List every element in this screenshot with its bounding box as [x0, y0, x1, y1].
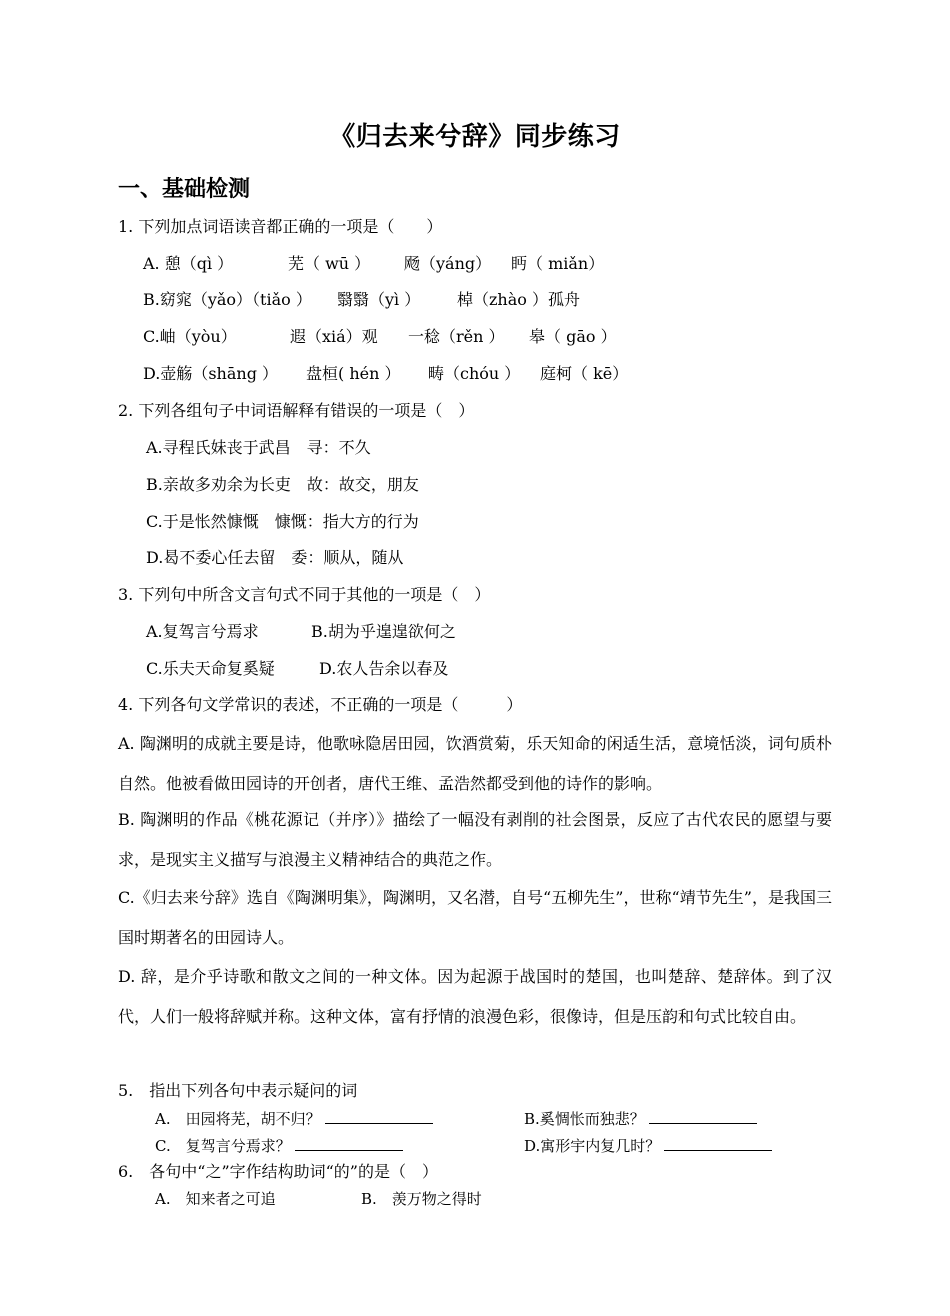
question-2-option-c: C.于是怅然慷慨 慷慨：指大方的行为 [146, 512, 419, 531]
option-d-item-2: 盘桓( hén ） [306, 364, 401, 383]
question-5-stem: 5. 指出下列各句中表示疑问的词 [118, 1081, 358, 1100]
option-a-item-3: 飏（yáng） [404, 254, 492, 273]
question-3-stem: 3. 下列句中所含文言句式不同于其他的一项是（ ） [118, 585, 491, 604]
option-c-item-1: C.岫（yòu） [143, 327, 237, 346]
question-6-stem: 6. 各句中“之”字作结构助词“的”的是（ ） [118, 1162, 438, 1181]
question-3-option-a: A.复驾言兮焉求 [146, 622, 259, 641]
option-d-item-3: 畴（chóu ） [428, 364, 521, 383]
option-c-item-4: 皋（ gāo ） [529, 327, 617, 346]
option-a-item-1: A. 憩（qì ） [143, 254, 234, 273]
answer-blank-d[interactable] [664, 1134, 772, 1151]
question-5-option-a [155, 1107, 433, 1130]
question-5-option-c [155, 1134, 403, 1157]
question-2-option-a: A.寻程氏妹丧于武昌 寻：不久 [146, 438, 371, 457]
option-b-item-1: B.窈窕（yǎo）（tiǎo ） [143, 290, 312, 309]
option-a-item-2: 芜（ wū ） [288, 254, 371, 273]
question-5-option-b [524, 1107, 757, 1130]
question-4-option-a: A. 陶渊明的成就主要是诗，他歌咏隐居田园，饮酒赏菊，乐天知命的闲适生活，意境恬淡，词句质朴自然。他被看做田园诗的开创者，唐代王维、孟浩然都受到他的诗作的影响。 [118, 734, 832, 793]
answer-blank-a[interactable] [325, 1107, 433, 1124]
option-b-text: B.奚惆怅而独悲？ [524, 1110, 645, 1128]
option-b-item-3: 棹（zhào ）孤舟 [457, 290, 580, 309]
question-4-option-d: D. 辞，是介乎诗歌和散文之间的一种文体。因为起源于战国时的楚国，也叫楚辞、楚辞体。到了汉代，人们一般将辞赋并称。这种文体，富有抒情的浪漫色彩，很像诗，但是压韵和句式比较自由。 [118, 967, 832, 1026]
option-a-text: A. 田园将芜，胡不归？ [155, 1110, 321, 1128]
question-3-option-b: B.胡为乎遑遑欲何之 [311, 622, 456, 641]
question-5-option-d [524, 1134, 772, 1157]
question-4-stem: 4. 下列各句文学常识的表述，不正确的一项是（ ） [118, 695, 523, 714]
question-4-option-c: C.《归去来兮辞》选自《陶渊明集》，陶渊明，又名潜，自号“五柳先生”，世称“靖节先生”，是我国三国时期著名的田园诗人。 [118, 888, 832, 947]
question-2-stem: 2. 下列各组句子中词语解释有错误的一项是（ ） [118, 401, 475, 420]
option-d-item-1: D.壶觞（shāng ） [143, 364, 279, 383]
page-title: 《归去来兮辞》同步练习 [329, 122, 621, 152]
question-6-option-b: B. 羡万物之得时 [361, 1190, 482, 1208]
answer-blank-b[interactable] [649, 1107, 757, 1124]
question-3-option-d: D.农人告余以春及 [319, 659, 449, 678]
option-d-item-4: 庭柯（ kē） [540, 364, 629, 383]
option-a-item-4: 眄（ miǎn） [511, 254, 605, 273]
option-b-item-2: 翳翳（yì ） [337, 290, 421, 309]
question-3-option-c: C.乐夫天命复奚疑 [146, 659, 275, 678]
section-heading: 一、基础检测 [118, 177, 251, 202]
question-6-option-a: A. 知来者之可追 [155, 1190, 276, 1208]
option-c-item-3: 一稔（rěn ） [408, 327, 505, 346]
question-4-option-b: B. 陶渊明的作品《桃花源记（并序）》描绘了一幅没有剥削的社会图景，反应了古代农民的愿望与要求，是现实主义描写与浪漫主义精神结合的典范之作。 [118, 810, 832, 869]
question-1-stem: 1. 下列加点词语读音都正确的一项是（ ） [118, 217, 443, 236]
question-2-option-b: B.亲故多劝余为长吏 故：故交，朋友 [146, 475, 419, 494]
answer-blank-c[interactable] [295, 1134, 403, 1151]
option-c-item-2: 遐（xiá）观 [290, 327, 378, 346]
question-2-option-d: D.曷不委心任去留 委：顺从，随从 [146, 548, 404, 567]
option-d-text: D.寓形宇内复几时？ [524, 1137, 661, 1155]
option-c-text: C. 复驾言兮焉求？ [155, 1137, 291, 1155]
